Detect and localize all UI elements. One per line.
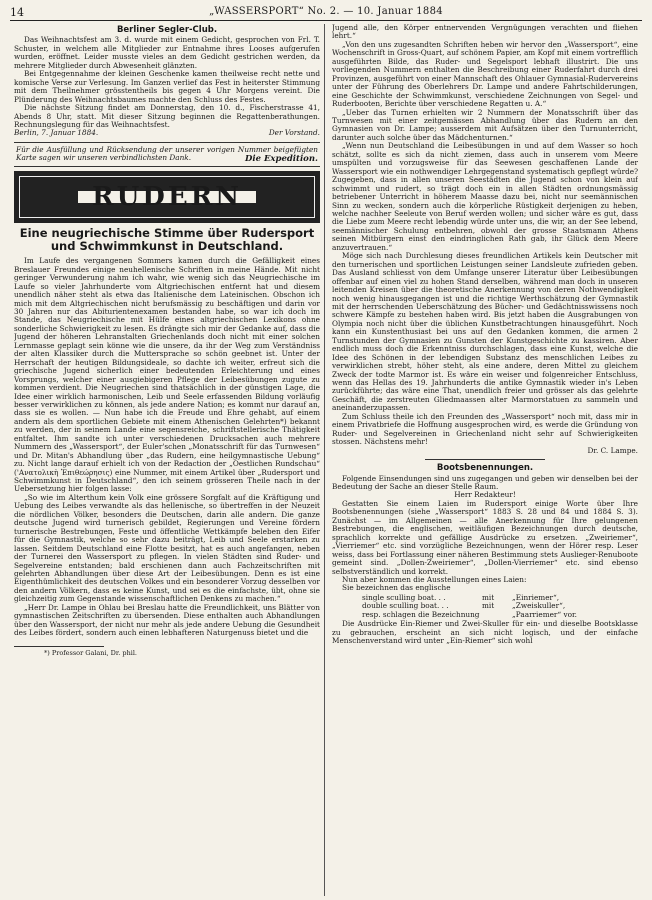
footnote-rule	[14, 646, 104, 647]
club-paragraph: Bei Entgegennahme der kleinen Geschenke kamen theilweise recht nette und komische Verse zur Verlesung. Im Ganzen verlief das Fest in heiterster Stimmung mit dem Theilnehmer grösstentheils bis gegen 4 Uhr Morgens vereint. Die Plünderung des Weihnachtsbaumes machte den Schluss des Festes.	[14, 69, 320, 104]
column-divider	[324, 24, 325, 896]
right-column	[332, 24, 638, 896]
article-paragraph: Möge sich nach Durchlesung dieses freundlichen Artikels kein Deutscher mit den turnerischen und sportlichen Leistungen seiner Landsleute zufrieden geben. Das Ausland schliesst von dem Umfange unserer Literatur über Leibesübungen offenbar auf einen viel zu hohen Stand derselben, während man doch in unseren leitenden Kreisen über die theoretische Anerkennung von deren Nothwendigkeit noch wenig hinausgegangen ist und die richtige Werthschätzung der Gymnastik mit der herrschenden Ueberschätzung des Bücher- und Gedächtnisswissens noch schwere Kämpfe zu bestehen haben wird. Bis jetzt haben die Ausgrabungen von Olympia noch nicht über die üblichen Kunstbetrachtungen hinausgeführt. Noch kann ein Kunstenthusiast bei uns auf den Gedanken kommen, die armen 2 Turnstunden der Gymnasien zu Gunsten der Kunstgeschichte zu kassiren. Aber endlich muss doch die Erkenntniss durchschlagen, dass eine Kunst, welche die Idee des Schönen in der lebendigen Substanz des menschlichen Leibes zu verwirklichen strebt, höher steht, als eine andere, deren Mittel zu gleichem Zweck der todte Marmor ist. Es wäre ein weiser und folgenreicher Entschluss, wenn das Hellas des 19. Jahrhunderts die antike Gymnastik wieder in's Leben zurückführte; das wäre eine That, unendlich freier und grösser als das gelehrte Geschäft, die zerstreuten Gliedmaassen alter Marmorstatuen zu sammeln und aneinanderzupassen.	[332, 251, 638, 413]
sign-place: Berlin, 7. Januar 1884.	[14, 128, 99, 138]
boats-paragraph: Folgende Einsendungen sind uns zugegangen und geben wir denselben bei der Bedeutung der Sache an dieser Stelle Raum.	[332, 473, 638, 492]
running-header	[10, 6, 642, 20]
table-cell: mit	[482, 592, 495, 602]
article-paragraph: „So wie im Alterthum kein Volk eine grössere Sorgfalt auf die Kräftigung und Uebung des Leibes verwandte als das hellenische, so übertreffen in der Neuzeit die nördlichen Völker, besonders die Deutschen, darin alle andern. Die ganze deutsche Jugend wird turnerisch gebildet, Regierungen und Vereine fördern turnerische Bestrebungen, Feste und öffentliche Wettkämpfe beleben den Eifer für die Gymnastik, welche so sehr dazu beiträgt, Leib und Seele erstarken zu lassen. Seitdem Deutschland eine Flotte besitzt, hat es auch angefangen, neben der Turnerei den Wassersport zu pflegen. In vielen Städten sind Ruder- und Segelvereine entstanden; bald erschienen dann auch Fachzeitschriften mit gelehrten Abhandlungen über diese Art der Leibesübungen. Denn es ist eine Eigenthümlichkeit des deutschen Volkes und ein besonderer Vorzug desselben vor den andern Völkern, dass es keine Kunst, und sei es die einfachste, übt, ohne sie gleichzeitig zum Gegenstande wissenschaftlichen Denkens zu machen.“	[14, 492, 320, 604]
article-paragraph: „Herr Dr. Lampe in Ohlau bei Breslau hatte die Freundlichkeit, uns Blätter von gymnastischen Zeitschriften zu übersenden. Diese enthalten auch Abhandlungen über den Wassersport, der nicht nur mehr als jede andere Uebung die Gesundheit des Leibes fördert, sondern auch einen lebhafteren Naturgenuss bietet und die	[14, 602, 320, 638]
boats-paragraph: Nun aber kommen die Ausstellungen eines Laien:	[342, 575, 527, 584]
notice-text: Für die Ausfüllung und Rücksendung der unserer vorigen Nummer beigefügten Karte sagen wir unseren verbindlichsten Dank.	[16, 144, 318, 163]
table-cell	[482, 611, 512, 619]
table-row	[362, 611, 638, 619]
table-cell: „Paarriemer“ vor.	[512, 609, 577, 619]
article-paragraph: „Wenn nun Deutschland die Leibesübungen in und auf dem Wasser so hoch schätzt, sollte es sich da nicht ziemen, dass auch in unserem vom Meere umspülten und vorzugsweise für das Seewesen geschaffenen Lande der Wassersport wie ein nothwendiger Lehrgegenstand systematisch gepflegt würde? Zugegeben, dass in allen unseren Seestädten die Jugend schon von klein auf schwimmt und rudert, so trägt doch ein in allen Städten ordnungsmässig betriebener Unterricht in höherem Maasse dazu bei, nicht nur seemännischen Sinn zu wecken, sondern auch die körperliche Rüstigkeit derjenigen zu heben, welche nachher Seeleute von Beruf werden wollen; und sicher wäre es gut, dass die Liebe zum Meere recht lebendig würde unter uns, die wir, an der See lebend, seemännischer Schulung entbehren, obwohl der grosse Staatsmann Athens seinen Mitbürgern einst den eindringlichen Rath gab, ihr Glück dem Meere anzuvertrauen.“	[332, 141, 638, 252]
author-signature: Dr. C. Lampe.	[587, 445, 638, 455]
boats-heading: Bootsbenennungen.	[436, 463, 534, 474]
article-paragraph: Jugend alle, den Körper entnervenden Vergnügungen verachten und fliehen lehrt.“	[332, 24, 638, 41]
table-cell: double sculling boat. . .	[362, 601, 449, 611]
article-paragraph: Zum Schluss theile ich den Freunden des „Wassersport“ noch mit, dass mir in einem Privatbriefe die Hoffnung ausgesprochen wird, es werde die Gründung von Ruder- und Segelvereinen in Griechenland nicht sehr auf Schwierigkeiten stossen. Nächstens mehr!	[332, 411, 638, 447]
article-paragraph: „Ueber das Turnen erhielten wir 2 Nummern der Monatsschrift über das Turnwesen mit einer zeitgemässen Abhandlung über das Rudern an den Gymnasien von Dr. Lampe; ausserdem mit Aufsätzen über den Turnunterricht, darunter auch solche über das Mädchenturnen.“	[332, 107, 638, 142]
table-cell: „Zweiskuller“,	[512, 601, 566, 611]
left-column	[14, 24, 320, 896]
boats-paragraph: Die Ausdrücke Ein-Riemer und Zwei-Skuller für ein- und dieselbe Bootsklasse zu gebrauchen, erscheint an sich nicht logisch, und der einfache Menschenverstand wird unter „Ein-Riemer“ sich wohl	[332, 619, 638, 646]
club-heading: Berliner Segler-Club.	[116, 25, 218, 35]
footnote: *) Professor Galani, Dr. phil.	[44, 648, 137, 657]
naming-table	[362, 594, 638, 619]
journal-title: „WASSERSPORT“ No. 2. — 10. Januar 1884	[209, 6, 443, 17]
boats-paragraph: Sie bezeichnen das englische	[342, 583, 451, 593]
table-cell: single sculling boat. . .	[362, 592, 446, 602]
rudern-banner	[14, 171, 320, 223]
banner-word: RUDERN	[76, 189, 258, 205]
sign-name: Der Vorstand.	[268, 128, 320, 138]
section-rule	[425, 459, 545, 460]
article-paragraph: Im Laufe des vergangenen Sommers kamen durch die Gefälligkeit eines Breslauer Freundes einige neuhellenische Schriften in meine Hände. Mit nicht geringer Verwunderung nahm ich wahr, wie wenig sich das Neugriechische im Laufe so vieler Jahrhunderte vom Altgriechischen entfernt hat und diesem unendlich näher steht als etwa das Italienische dem Lateinischen. Obschon ich mich mit dem Altgriechischen nicht berufsmässig zu beschäftigen und darin vor 30 Jahren nur das Abiturientenexamen bestanden habe, so war ich doch im Stande, das Neugriechische mit Hülfe eines altgriechischen Lexikons ohne sonderliche Schwierigkeit zu lesen. Es drängte sich mir der Gedanke auf, dass die Jugend der höheren Lehranstalten Griechenlands doch nicht mit einer solchen Lernmasse geplagt sein könne wie die unsere, da ihr der Weg zum Verständniss der alten Klassiker durch die Muttersprache so schön geebnet ist. Unter der Herrschaft der heutigen Bildungsideale, so dachte ich weiter, erfreut sich die griechische Jugend sicherlich einer bedeutenden Erleichterung und eines Vorsprungs, welcher einer ausgiebigeren Pflege der Leibesübungen zugute zu kommen verdient. Die Neugriechen sind thatsächlich in der günstigen Lage, die Idee einer wirklich harmonischen, Leib und Seele erfassenden Bildung vorläufig besser verwirklichen zu können, als jede andere Nation; es kommt nur darauf an, dass sie es wollen. — Nun habe ich die Freude und Ehre gehabt, auf einem andern als dem sportlichen Gebiete mit einem Athenischen Gelehrten*) bekannt zu werden, der in seinem Lande eine segensreiche, schriftstellerische Thätigkeit entfaltet. Ihm sandte ich unter verschiedenen Drucksachen auch mehrere Nummern des „Wassersport“, der Euler'schen „Monatsschrift für das Turnwesen“ und Dr. Mitan's Abhandlung über „das Rudern, eine heilgymnastische Uebung“ zu. Nicht lange darauf erhielt ich von der Redaction der „Oestlichen Rundschau“ ('Ανατολικὴ Ἐπιθεώρησις) eine Nummer, mit einem Artikel über „Rudersport und Schwimmkunst in Deutschland“, den ich seinem grösseren Theile nach in der Uebersetzung hier folgen lasse:	[14, 256, 320, 494]
header-rule	[10, 20, 642, 21]
club-signature	[14, 129, 320, 137]
expedition-notice	[14, 142, 320, 167]
article-title: Eine neugriechische Stimme über Rudersport und Schwimmkunst in Deutschland.	[19, 226, 315, 254]
table-cell: mit	[482, 601, 495, 611]
table-cell: „Einriemer“,	[512, 592, 560, 602]
page-number: 14	[10, 6, 24, 19]
table-cell: resp. schlagen die Bezeichnung	[362, 609, 480, 619]
notice-signature: Die Expedition.	[244, 153, 318, 164]
salutation: Herr Redakteur!	[454, 490, 516, 500]
club-paragraph: Die nächste Sitzung findet am Donnerstag, den 10. d., Fischerstrasse 41, Abends 8 Uhr, statt. Mit dieser Sitzung beginnen die Regattenberathungen. Rechnungslegung für das Weihnachtsfest.	[14, 103, 320, 129]
club-paragraph: Das Weihnachtsfest am 3. d. wurde mit einem Gedicht, gesprochen von Frl. T. Schuster, in welchem alle Mitglieder zur Entnahme ihres Looses aufgerufen wurden, eröffnet. Leider musste vieles an dem Gedicht gestrichen werden, da mehrere Mitglieder durch Abwesenheit glänzten.	[14, 35, 320, 70]
article-paragraph: „Von den uns zugesandten Schriften heben wir hervor den „Wassersport“, eine Wochenschrift in Gross-Quart, auf schönem Papier, am Kopf mit einem vortrefflich ausgeführten Bilde, das Ruder- und Segelsport lebhaft illustrirt. Die uns vorliegenden Nummern enthalten die Beschreibung einer Ruderfahrt durch drei Provinzen, ausgeführt von einer Mannschaft des Ohlauer Gymnasial-Rudervereins unter der Führung des Oberlehrers Dr. Lampe und andere Fahrtschilderungen, eine Geschichte der Schwimmkunst, verschiedene Zeichnungen von Segel- und Ruderbooten, Berichte über verschiedene Regatten u. A.“	[332, 39, 638, 109]
boats-paragraph: Gestatten Sie einem Laien im Rudersport einige Worte über Ihre Bootsbenennungen (siehe „Wassersport“ 1883 S. 28 und 84 und 1884 S. 3). Zunächst — im Allgemeinen — alle Anerkennung für Ihre gelungenen Bestrebungen, die englischen, weitläufigen Bezeichnungen durch deutsche, sprachlich korrekte und gefällige Ausdrücke zu ersetzen. „Zweiriemer“, „Vierriemer“ etc. sind vorzügliche Bezeichnungen, wenn der Hörer resp. Leser weiss, dass bei Fortlassung einer näheren Bestimmung stets Auslieger-Renuboote gemeint sind. „Dollen-Zweiriemer“, „Dollen-Vierriemer“ etc. sind ebenso selbstverständlich und korrekt.	[332, 498, 638, 576]
